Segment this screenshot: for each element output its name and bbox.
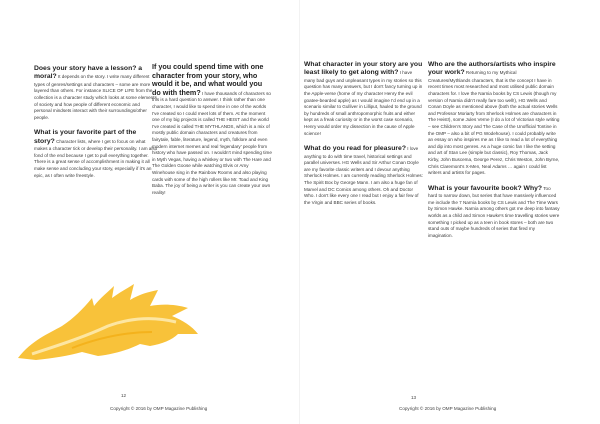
qa-block — [304, 61, 424, 137]
column-2 — [152, 63, 272, 204]
page-number: 13 — [411, 395, 417, 400]
qa-block — [428, 185, 560, 240]
question-heading: If you could spend time with one character from your story, who would it be, and what would you do with them? — [152, 62, 264, 97]
qa-block — [34, 129, 158, 179]
qa-block — [304, 145, 424, 206]
qa-block — [152, 63, 272, 196]
column-4 — [428, 61, 560, 247]
question-heading: Does your story have a lesson? a moral? — [34, 65, 143, 81]
answer-text: Returning to my Mythical Creatures/Mythlands characters, that is the concept I have in recent times most researched and most utilised public domain characters for. I love the Narnia books by CS Lewis (though my version of Narnia didn't really fare too well!), HG Wells and Conan Doyle as mentioned above (both the actual stories Wells and Professor Moriarty from Sherlock Holmes are characters in The Heist!), some Jules Verne (I do a lot of Victorian style writing – see Children's Story and The Case of the Unofficial Tontine in the OMP – also a bit of PG Wodehouse). I could probably write an essay on who inspires me as I like to read a lot of everything and dip into most genres. As a huge comic fan I like the setting and art of Stan Lee (simple but classic), Roy Thomas, Jack Kirby, John Buscema, George Perez, Chris Weston, John Byrne, Chris Claremont's X-Men, Neal Adams … again I could list writers and artists for pages. — [428, 70, 560, 176]
paint-splash-decoration — [12, 282, 202, 362]
column-3 — [304, 61, 424, 214]
right-page — [300, 0, 600, 424]
question-heading: What character in your story are you least likely to get along with? — [304, 61, 423, 77]
question-heading: Who are the authors/artists who inspire your work? — [428, 61, 556, 77]
qa-block — [428, 61, 560, 177]
answer-text: I have many bad guys and unpleasant types in my stories so this question has many answers, but I don't fancy turning up in the Apple-verse (home of my character Henry the evil goatee-bearded apple) as I would imagine I'd end up in a scenario similar to Gulliver in Lilliput, hauled to the ground by hundreds of small anthropomorphic fruits and either kept as a freak curiosity or in the worst case scenario, Henry would order my dissection in the cause of Apple science! — [304, 70, 423, 136]
column-1 — [34, 65, 158, 187]
question-heading: What is your favorite part of the story? — [34, 129, 137, 145]
copyright-footer: Copyright © 2016 by OMP Magazine Publishing — [110, 406, 208, 411]
answer-text: I love anything to do with time travel, historical settings and parallel universes. HG Wells and Sir Arthur Conan Doyle are my favorite classic writers and I devour anything Sherlock Holmes. I am currently reading Sherlock Holmes: The Spirit Box by George Mann. I am also a huge fan of Marvel and DC Comics among others. Oh and Doctor Who. I don't like every one I read but I enjoy a fair few of the Virgin and BBC series of books. — [304, 146, 423, 205]
answer-text: I have thousands of characters so this is a hard question to answer. I think rather than one character, I would like to spend time in one of the worlds I've created so I could meet lots of them. At the moment one of my big projects is called THE HEIST and the world I've created is called THE MYTHLANDS, which is a mix of mostly public domain characters and creatures from fairytale, fable, literature, legend, myth, folklore and even modern internet memes and real 'legendary' people from history who have passed on. I wouldn't mind spending time in Myth Vegas, having a whiskey or two with The Hare and The Golden Goose while watching Elvis or Amy Winehouse sing in the Rainbow Rooms and also playing cards with some of the high rollers like Mr. Toad and King Baba. The joy of being a writer is you can create your own reality! — [152, 90, 272, 195]
answer-text: Too hard to narrow down, but series that have massively influenced me include the 7 Narnia books by CS Lewis and The Time Wars by Simon Hawke. Narnia among others got me deep into fantasy worlds as a child and Simon Hawke's time travelling stories were something I picked up as a teen in book stores – both are two stand outs of maybe hundreds of series that fired my imagination. — [428, 185, 560, 238]
copyright-footer: Copyright © 2016 by OMP Magazine Publishing — [399, 406, 497, 411]
answer-text: Character lists, where I get to focus on what makes a character tick or develop their personality. I am also fond of the end because I get to pull everything together. There is a great sense of accomplishment in making it all make sense and concluding your story, especially if it's an epic, as I often write freestyle. — [34, 138, 158, 178]
answer-text: It depends on the story. I write many different types of genres/settings and characters – some are more layered than others. For instance SLICE OF LIFE from the collection is a character study which looks at some elements of society and how people of different economic and personal mindsets interact with their surroundings/other people. — [34, 74, 157, 120]
question-heading: What do you read for pleasure? — [304, 145, 406, 153]
question-heading: What is your favourite book? Why? — [428, 184, 543, 192]
page-number: 12 — [121, 393, 127, 398]
qa-block — [34, 65, 158, 121]
